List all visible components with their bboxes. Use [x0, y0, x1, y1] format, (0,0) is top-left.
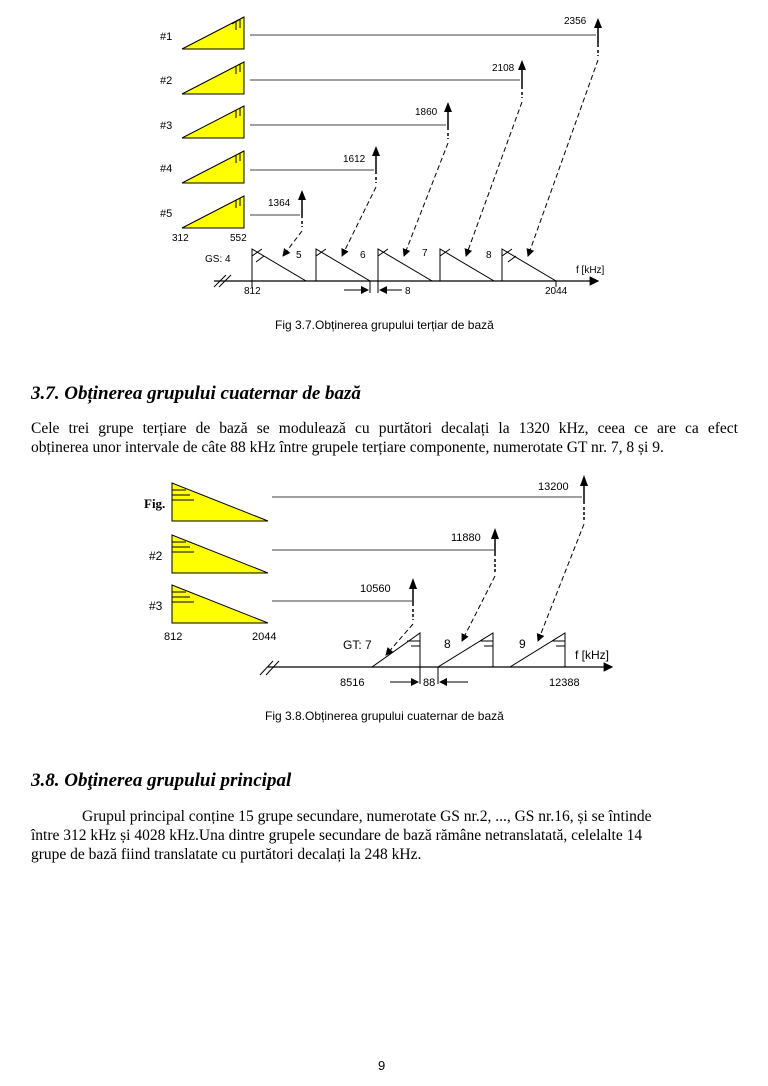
gs-label: GS: 4	[205, 254, 231, 265]
group-number: 8	[486, 250, 492, 261]
spacing-label: 8	[405, 286, 411, 297]
group-number: 6	[360, 250, 366, 261]
row-label: #2	[160, 75, 173, 87]
figure-caption: Fig 3.8.Obținerea grupului cuaternar de bază	[265, 709, 504, 723]
paragraph-line: Cele trei grupe terțiare de bază se modulează cu purtători decalați la 1320 kHz, ceea ce are ca efect	[31, 420, 738, 437]
yellow-triangle-1	[172, 483, 268, 521]
row-label: #4	[160, 163, 173, 175]
carrier-label: 10560	[360, 583, 391, 595]
paragraph	[31, 419, 738, 457]
paragraph-line: Grupul principal conține 15 grupe secundare, numerotate GS nr.2, ..., GS nr.16, și se întinde	[82, 808, 652, 825]
paragraph-line: obținerea unor intervale de câte 88 kHz între grupele terțiare componente, numerotate GT nr. 7, 8 și 9.	[31, 439, 664, 456]
yellow-triangle-5	[182, 196, 244, 228]
paragraph-line: grupe de bază fiind translatate cu purtători decalați la 248 kHz.	[31, 846, 422, 863]
row-label: #3	[160, 120, 173, 132]
base-high-label: 2044	[252, 631, 277, 643]
carrier-label: 2108	[492, 63, 515, 74]
carrier-label: 1612	[343, 154, 366, 165]
row-label: #3	[149, 599, 163, 613]
axis-end: 12388	[549, 677, 580, 689]
yellow-triangle-3	[172, 585, 268, 623]
spacing-label: 88	[423, 677, 436, 689]
yellow-triangle-3	[182, 106, 244, 138]
section-heading: 3.7. Obținerea grupului cuaternar de bază	[31, 383, 361, 404]
axis-start: 8516	[340, 677, 365, 689]
base-low-label: 312	[172, 233, 189, 244]
base-high-label: 552	[230, 233, 247, 244]
carrier-label: 11880	[451, 532, 481, 544]
yellow-triangle-1	[182, 17, 244, 49]
gt-label: GT: 7	[343, 638, 372, 652]
yellow-triangle-2	[182, 62, 244, 94]
carrier-label: 13200	[538, 481, 569, 493]
yellow-triangle-4	[182, 151, 244, 183]
figure-caption: Fig 3.7.Obținerea grupului terțiar de bază	[275, 318, 494, 332]
paragraph	[31, 807, 738, 864]
group-number: 8	[444, 637, 451, 651]
row-label: #5	[160, 208, 173, 220]
group-number: 5	[296, 250, 302, 261]
row-label: Fig.	[144, 496, 166, 511]
axis-unit: f [kHz]	[576, 265, 605, 276]
figure-3-8	[0, 468, 768, 708]
group-number: 9	[519, 637, 526, 651]
axis-end: 2044	[545, 286, 568, 297]
row-label: #1	[160, 31, 173, 43]
carrier-label: 1364	[268, 198, 291, 209]
carrier-label: 2356	[564, 16, 587, 27]
axis-start: 812	[244, 286, 261, 297]
yellow-triangle-2	[172, 535, 268, 573]
group-number: 7	[422, 248, 428, 259]
carrier-label: 1860	[415, 107, 438, 118]
base-low-label: 812	[164, 631, 183, 643]
section-heading: 3.8. Obţinerea grupului principal	[31, 770, 292, 791]
row-label: #2	[149, 549, 163, 563]
axis-unit: f [kHz]	[575, 648, 610, 662]
figure-3-7	[0, 0, 768, 310]
paragraph-line: între 312 kHz și 4028 kHz.Una dintre grupele secundare de bază rămâne netranslatată, celelalte 14	[31, 827, 643, 844]
page-number: 9	[378, 1058, 386, 1073]
